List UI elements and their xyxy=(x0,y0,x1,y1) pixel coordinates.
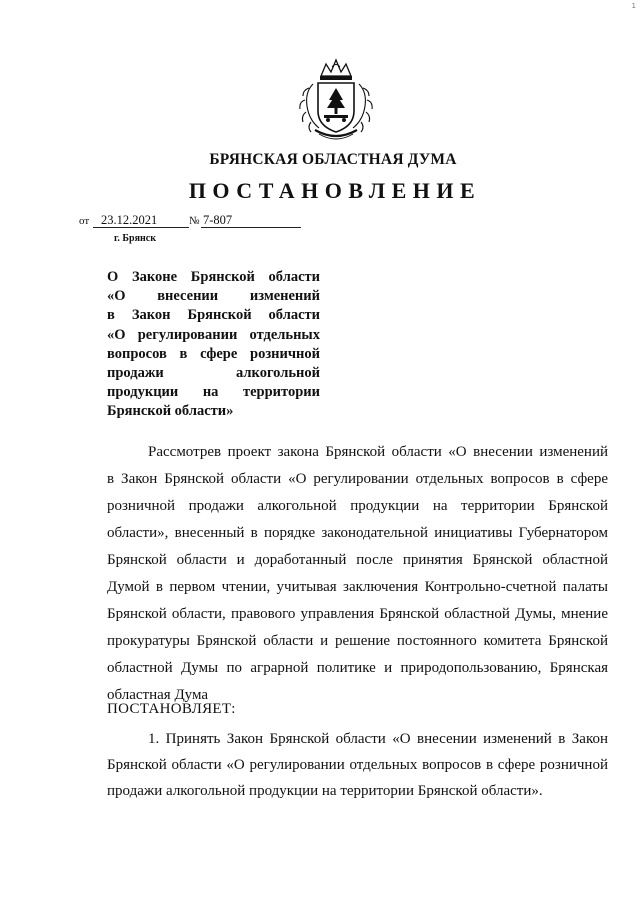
paragraph-line: области», внесенный в порядке законодательной инициативы Губернатором xyxy=(107,525,608,541)
city-label: г. Брянск xyxy=(114,233,156,244)
subject-line: О Законе Брянской области xyxy=(107,269,320,285)
paragraph-line: Брянской области, правового управления Брянской областной Думы, мнение xyxy=(107,606,608,622)
subject-line: «О регулировании отдельных xyxy=(107,326,320,343)
item-line: 1. Принять Закон Брянской области «О внесении изменений в Закон xyxy=(148,731,608,747)
paragraph-line: Рассмотрев проект закона Брянской области «О внесении изменений xyxy=(148,444,608,460)
date-label: от xyxy=(79,215,90,227)
item-line: продажи алкогольной продукции на территории Брянской области». xyxy=(107,783,543,799)
preamble-paragraph xyxy=(107,439,608,709)
document-date: 23.12.2021 xyxy=(93,213,189,228)
document-meta xyxy=(79,214,319,232)
paragraph-line: Думой в первом чтении, учитывая заключения Контрольно-счетной палаты xyxy=(107,579,608,595)
paragraph-line: областной Думы по аграрной политике и природопользованию, Брянская xyxy=(107,660,608,676)
paragraph-line: областная Дума xyxy=(107,687,209,703)
document-number: 7-807 xyxy=(201,213,301,228)
subject-line: вопросов в сфере розничной xyxy=(107,345,320,362)
document-type-title: ПОСТАНОВЛЕНИЕ xyxy=(188,178,482,203)
paragraph-line: розничной продажи алкогольной продукции на территории Брянской xyxy=(107,498,608,514)
subject-line: продукции на территории xyxy=(107,384,320,401)
paragraph-line: Брянской области и доработанный после принятия Брянской областной xyxy=(107,552,608,568)
paragraph-line: прокуратуры Брянской области и решение постоянного комитета Брянской xyxy=(107,633,608,649)
subject-line: в Закон Брянской области xyxy=(107,307,320,324)
subject-line: продажи алкогольной xyxy=(107,365,320,382)
subject-line: «О внесении изменений xyxy=(107,288,320,305)
paragraph-line: в Закон Брянской области «О регулировании отдельных вопросов в сфере xyxy=(107,471,608,487)
number-label: № xyxy=(189,215,200,227)
resolution-item-1 xyxy=(107,726,608,804)
bryansk-coat-of-arms-icon xyxy=(291,56,381,142)
resolve-heading: ПОСТАНОВЛЯЕТ: xyxy=(107,701,236,717)
subject-line: Брянской области» xyxy=(107,403,234,420)
item-line: Брянской области «О регулировании отдельных вопросов в сфере розничной xyxy=(107,757,608,773)
document-subject xyxy=(107,268,320,422)
page-corner-mark: 1 xyxy=(631,2,636,10)
organization-title: БРЯНСКАЯ ОБЛАСТНАЯ ДУМА xyxy=(209,151,457,168)
